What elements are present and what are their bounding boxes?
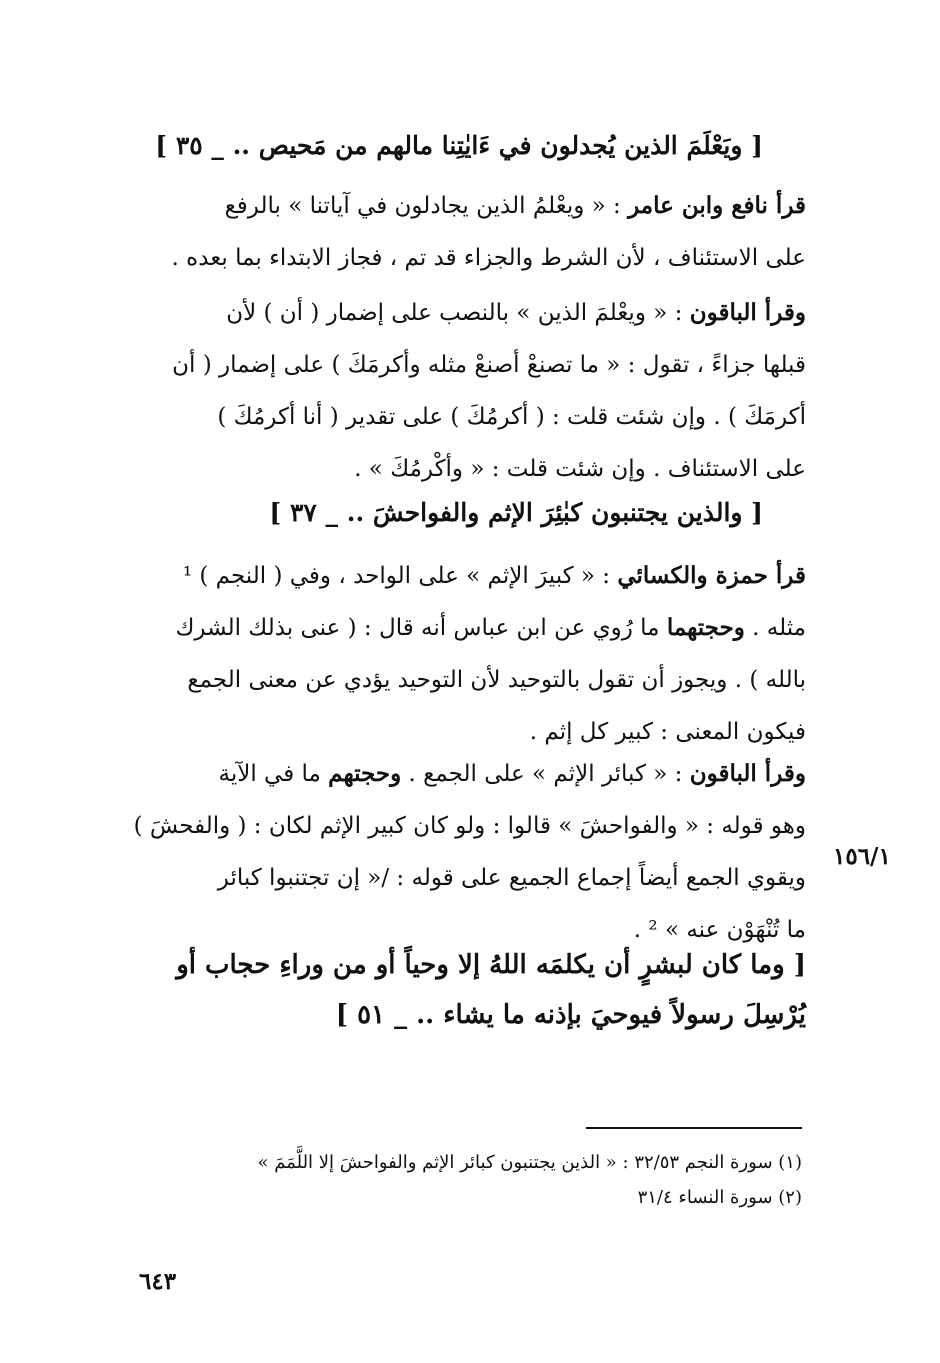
reader-names: وقرأ الباقون (689, 299, 806, 326)
verse-heading-37 (218, 498, 763, 528)
paragraph-line: ما تُنْهَوْن عنه » ² . (633, 917, 806, 943)
paragraph-line: أكرمَكَ ) . وإن شئت قلت : ( أكرمُكَ ) على تقدير ( أنا أكرمُكَ ) (217, 404, 806, 430)
paragraph-line: قبلها جزاءً ، تقول : « ما تصنعْ أصنعْ مثله وأكرمَكَ ) على إضمار ( أن (172, 352, 806, 378)
page-number: ٦٤٣ (139, 1268, 177, 1295)
paragraph-line: وهو قوله : « والفواحشَ » قالوا : ولو كان كبير الإثم لكان : ( والفحشَ ) (133, 813, 806, 839)
paragraph-nafi-ibn-amir (138, 180, 806, 284)
footnote-separator (586, 1127, 802, 1129)
reader-names: قرأ حمزة والكسائي (617, 562, 806, 589)
verse-heading-35-text: [ ويَعْلَمَ الذين يُجدلون في ءَايٰتِنا مالهم من مَحيص .. _ ٣٥ ] (155, 131, 763, 160)
verse-heading-51-line: [ وما كان لبشرٍ أن يكلمَه اللهُ إلا وحياً أو من وراءِ حجاب أو (176, 950, 806, 980)
reader-names: قرأ نافع وابن عامر (628, 192, 806, 219)
paragraph-line: على الاستئناف . وإن شئت قلت : « وأكْرمُكَ » . (354, 456, 806, 482)
paragraph-al-baqun-jam (133, 748, 806, 956)
argument-label: وحجتهم (328, 760, 402, 787)
paragraph-line: وقرأ الباقون : « ويعْلمَ الذين » بالنصب على إضمار ( أن ) لأن (226, 299, 806, 326)
verse-heading-51-line: يُرْسِلَ رسولاً فيوحيَ بإذنه ما يشاء .. _ ٥١ ] (335, 1000, 806, 1030)
reader-names: وقرأ الباقون (689, 760, 806, 787)
manuscript-folio-reference: ١٥٦/١ (833, 843, 891, 870)
paragraph-line: مثله . وحجتهما ما رُوي عن ابن عباس أنه قال : ( عنى بذلك الشرك (175, 614, 806, 641)
paragraph-line: قرأ حمزة والكسائي : « كبيرَ الإثم » على الواحد ، وفي ( النجم ) ¹ (182, 562, 806, 589)
paragraph-line: ويقوي الجمع أيضاً إجماع الجميع على قوله : /« إن تجتنبوا كبائر (217, 865, 806, 891)
verse-heading-35 (155, 131, 763, 161)
paragraph-hamza-kisai (138, 550, 806, 758)
footnote-1: (١) سورة النجم ٣٢/٥٣ : « الذين يجتنبون كبائر الإثم والفواحشَ إلا اللَّمَمَ » (257, 1152, 802, 1173)
paragraph-line: على الاستئناف ، لأن الشرط والجزاء قد تم ، فجاز الابتداء بما بعده . (171, 245, 806, 271)
paragraph-line: قرأ نافع وابن عامر : « ويعْلمُ الذين يجادلون في آياتنا » بالرفع (224, 192, 806, 219)
verse-heading-51 (138, 950, 806, 1050)
verse-heading-37-text: [ والذين يجتنبون كبٰئِرَ الإثم والفواحشَ .. _ ٣٧ ] (269, 498, 763, 527)
paragraph-line: وقرأ الباقون : « كبائر الإثم » على الجمع . وحجتهم ما في الآية (218, 760, 806, 787)
footnote-2: (٢) سورة النساء ٣١/٤ (637, 1187, 802, 1208)
paragraph-line: فيكون المعنى : كبير كل إثم . (529, 719, 806, 745)
paragraph-line: بالله ) . ويجوز أن تقول بالتوحيد لأن التوحيد يؤدي عن معنى الجمع (187, 667, 806, 693)
paragraph-al-baqun-nasb (138, 287, 806, 495)
footnotes (190, 1145, 802, 1215)
argument-label: وحجتهما (666, 614, 745, 641)
